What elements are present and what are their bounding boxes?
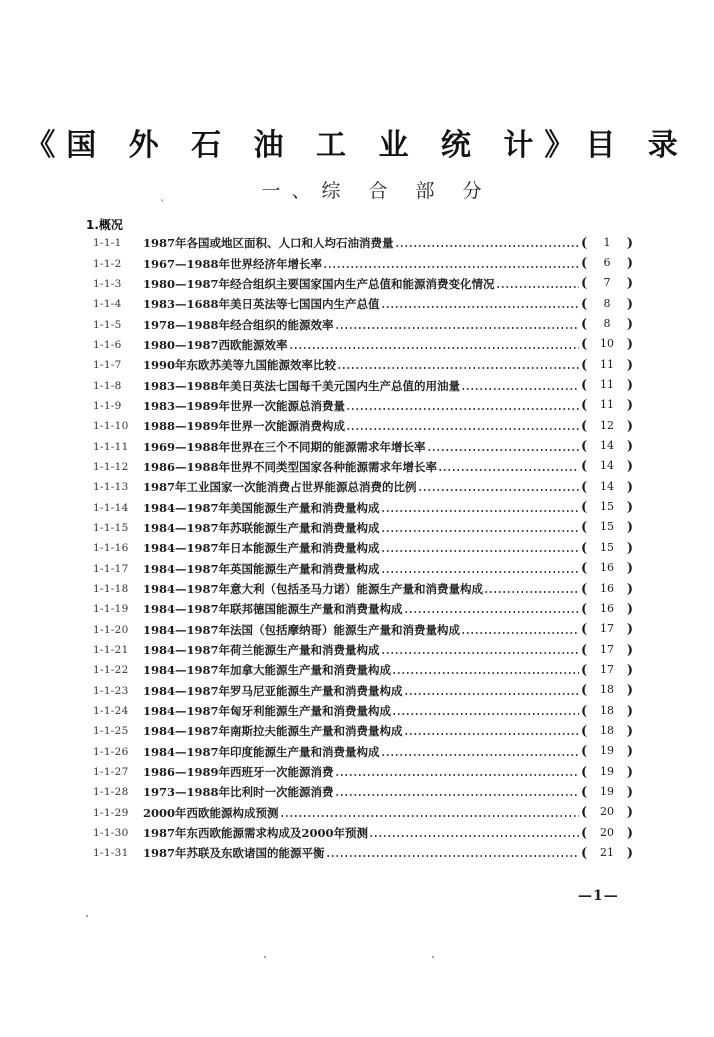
dot-leader (346, 427, 579, 431)
dot-leader (381, 549, 579, 553)
entry-title: 1984—1987年日本能源生产量和消费量构成 (143, 541, 380, 556)
paren-open: ( (581, 337, 588, 353)
paren-open: ( (581, 500, 588, 516)
entry-number: 1-1-14 (93, 501, 129, 514)
entry-page (581, 826, 633, 841)
entry-title: 1984—1987年罗马尼亚能源生产量和消费量构成 (143, 683, 403, 698)
paren-close: ) (626, 601, 633, 617)
scan-speck (432, 956, 434, 958)
dot-leader (323, 265, 579, 269)
toc-entry[interactable] (93, 253, 633, 273)
dot-leader (335, 773, 579, 777)
page-value: 14 (600, 459, 614, 473)
entry-title: 1978—1988年经合组织的能源效率 (143, 317, 334, 332)
page-value: 20 (600, 825, 614, 839)
paren-open: ( (581, 764, 588, 780)
dot-leader (404, 692, 579, 696)
entry-number: 1-1-20 (93, 623, 129, 636)
paren-open: ( (581, 296, 588, 312)
paren-close: ) (626, 479, 633, 495)
dot-leader (438, 468, 579, 472)
entry-title: 1984—1987年联邦德国能源生产量和消费量构成 (143, 602, 403, 617)
entry-title: 1984—1987年英国能源生产量和消费量构成 (143, 561, 380, 576)
toc-entry[interactable] (93, 681, 633, 701)
entry-page (581, 765, 633, 780)
page-value: 10 (600, 337, 614, 351)
entry-page (581, 398, 633, 413)
paren-open: ( (581, 744, 588, 760)
paren-close: ) (626, 296, 633, 312)
page-value: 1 (603, 235, 611, 249)
paren-close: ) (626, 418, 633, 434)
scan-speck (264, 956, 266, 958)
page-value: 16 (600, 601, 614, 615)
dot-leader (326, 854, 579, 858)
entry-title: 1984—1987年苏联能源生产量和消费量构成 (143, 520, 380, 535)
paren-open: ( (581, 622, 588, 638)
part-heading: 一、综 合 部 分 (261, 180, 493, 202)
paren-close: ) (626, 500, 633, 516)
dot-leader (496, 285, 579, 289)
entry-page (581, 724, 633, 739)
toc-entry[interactable] (93, 823, 633, 843)
document-title: 《国 外 石 油 工 业 统 计》目 录 (25, 128, 689, 163)
page-value: 15 (600, 500, 614, 514)
toc-list (93, 233, 633, 864)
toc-entry[interactable] (93, 436, 633, 456)
page-value: 8 (603, 296, 611, 310)
paren-close: ) (626, 581, 633, 597)
entry-title: 1986—1988年世界不同类型国家各种能源需求年增长率 (143, 459, 438, 474)
entry-page (581, 439, 633, 454)
entry-page (581, 602, 633, 617)
entry-number: 1-1-3 (93, 277, 122, 290)
toc-entry[interactable] (93, 375, 633, 395)
dot-leader (369, 834, 579, 838)
page-value: 14 (600, 439, 614, 453)
entry-page (581, 480, 633, 495)
entry-page (581, 337, 633, 352)
page-value: 11 (600, 378, 614, 392)
paren-open: ( (581, 703, 588, 719)
paren-close: ) (626, 439, 633, 455)
paren-close: ) (626, 683, 633, 699)
dot-leader (404, 610, 579, 614)
entry-number: 1-1-13 (93, 481, 129, 494)
paren-open: ( (581, 561, 588, 577)
entry-number: 1-1-9 (93, 399, 122, 412)
entry-page (581, 500, 633, 515)
entry-page (581, 541, 633, 556)
toc-entry[interactable] (93, 355, 633, 375)
toc-entry[interactable] (93, 843, 633, 863)
page-value: 6 (603, 256, 611, 270)
paren-open: ( (581, 357, 588, 373)
entry-title: 1986—1989年西班牙一次能源消费 (143, 765, 334, 780)
entry-page (581, 846, 633, 861)
page-number: —1— (578, 888, 619, 904)
page-value: 14 (600, 479, 614, 493)
paren-close: ) (626, 357, 633, 373)
entry-page (581, 744, 633, 759)
entry-page (581, 459, 633, 474)
paren-close: ) (626, 459, 633, 475)
paren-open: ( (581, 662, 588, 678)
entry-number: 1-1-6 (93, 338, 122, 351)
toc-entry[interactable] (93, 579, 633, 599)
entry-title: 1984—1987年印度能源生产量和消费量构成 (143, 744, 380, 759)
paren-close: ) (626, 235, 633, 251)
paren-open: ( (581, 723, 588, 739)
scan-speck (86, 915, 88, 917)
toc-entry[interactable] (93, 762, 633, 782)
toc-entry[interactable] (93, 233, 633, 253)
paren-open: ( (581, 256, 588, 272)
entry-number: 1-1-21 (93, 644, 129, 657)
entry-number: 1-1-2 (93, 257, 122, 270)
page-value: 8 (603, 317, 611, 331)
dot-leader (335, 326, 579, 330)
entry-number: 1-1-8 (93, 379, 122, 392)
dot-leader (484, 590, 579, 594)
entry-page (581, 582, 633, 597)
entry-page (581, 419, 633, 434)
paren-close: ) (626, 276, 633, 292)
toc-entry[interactable] (93, 559, 633, 579)
paren-open: ( (581, 398, 588, 414)
scan-mark: ` (160, 200, 165, 211)
paren-open: ( (581, 825, 588, 841)
page-value: 15 (600, 520, 614, 534)
dot-leader (381, 753, 579, 757)
paren-open: ( (581, 784, 588, 800)
paren-close: ) (626, 337, 633, 353)
entry-title: 1987年苏联及东欧诸国的能源平衡 (143, 846, 325, 861)
entry-number: 1-1-28 (93, 786, 129, 799)
page-value: 20 (600, 805, 614, 819)
entry-title: 1967—1988年世界经济年增长率 (143, 256, 323, 271)
toc-entry[interactable] (93, 274, 633, 294)
entry-page (581, 704, 633, 719)
entry-number: 1-1-15 (93, 521, 129, 534)
entry-number: 1-1-24 (93, 705, 129, 718)
paren-close: ) (626, 561, 633, 577)
page-value: 12 (600, 418, 614, 432)
page-value: 11 (600, 357, 614, 371)
entry-number: 1-1-5 (93, 318, 122, 331)
entry-title: 1984—1987年南斯拉夫能源生产量和消费量构成 (143, 724, 403, 739)
page-value: 17 (600, 642, 614, 656)
section-heading: 1.概况 (86, 218, 123, 232)
dot-leader (392, 712, 579, 716)
entry-title: 1969—1988年世界在三个不同期的能源需求年增长率 (143, 439, 426, 454)
page-value: 19 (600, 744, 614, 758)
dot-leader (381, 509, 579, 513)
dot-leader (381, 529, 579, 533)
entry-number: 1-1-4 (93, 298, 122, 311)
entry-number: 1-1-23 (93, 684, 129, 697)
paren-close: ) (626, 764, 633, 780)
paren-close: ) (626, 703, 633, 719)
paren-open: ( (581, 805, 588, 821)
page-value: 15 (600, 540, 614, 554)
toc-entry[interactable] (93, 477, 633, 497)
entry-number: 1-1-16 (93, 542, 129, 555)
page-value: 19 (600, 764, 614, 778)
dot-leader (346, 407, 579, 411)
entry-number: 1-1-12 (93, 460, 129, 473)
paren-close: ) (626, 805, 633, 821)
entry-title: 1984—1987年加拿大能源生产量和消费量构成 (143, 663, 392, 678)
paren-close: ) (626, 378, 633, 394)
toc-entry[interactable] (93, 497, 633, 517)
paren-close: ) (626, 642, 633, 658)
entry-title: 1984—1987年荷兰能源生产量和消费量构成 (143, 643, 380, 658)
entry-title: 1987年东西欧能源需求构成及2000年预测 (143, 826, 369, 841)
entry-page (581, 256, 633, 271)
paren-open: ( (581, 378, 588, 394)
toc-entry[interactable] (93, 803, 633, 823)
entry-number: 1-1-10 (93, 420, 129, 433)
entry-page (581, 663, 633, 678)
entry-title: 1984—1987年美国能源生产量和消费量构成 (143, 500, 380, 515)
paren-close: ) (626, 662, 633, 678)
toc-entry[interactable] (93, 701, 633, 721)
dot-leader (392, 671, 579, 675)
entry-page (581, 236, 633, 251)
page-value: 19 (600, 784, 614, 798)
entry-title: 1987年各国或地区面积、人口和人均石油消费量 (143, 236, 394, 251)
toc-entry[interactable] (93, 742, 633, 762)
entry-page (581, 317, 633, 332)
entry-page (581, 561, 633, 576)
entry-number: 1-1-11 (93, 440, 129, 453)
entry-number: 1-1-1 (93, 237, 122, 250)
toc-entry[interactable] (93, 782, 633, 802)
page-value: 16 (600, 581, 614, 595)
dot-leader (280, 814, 579, 818)
entry-number: 1-1-25 (93, 725, 129, 738)
page-value: 7 (603, 276, 611, 290)
entry-title: 1983—1688年美日英法等七国国内生产总值 (143, 297, 380, 312)
paren-close: ) (626, 784, 633, 800)
entry-number: 1-1-31 (93, 847, 129, 860)
dot-leader (381, 570, 579, 574)
page-value: 16 (600, 561, 614, 575)
entry-page (581, 785, 633, 800)
toc-entry[interactable] (93, 396, 633, 416)
toc-entry[interactable] (93, 640, 633, 660)
paren-open: ( (581, 845, 588, 861)
dot-leader (404, 732, 579, 736)
page-value: 21 (600, 845, 614, 859)
toc-entry[interactable] (93, 599, 633, 619)
entry-number: 1-1-17 (93, 562, 129, 575)
paren-open: ( (581, 581, 588, 597)
paren-close: ) (626, 622, 633, 638)
entry-number: 1-1-19 (93, 603, 129, 616)
entry-title: 1980—1987西欧能源效率 (143, 337, 288, 352)
paren-close: ) (626, 723, 633, 739)
paren-close: ) (626, 256, 633, 272)
paren-close: ) (626, 845, 633, 861)
entry-number: 1-1-7 (93, 359, 122, 372)
entry-page (581, 520, 633, 535)
entry-title: 1983—1989年世界一次能源总消费量 (143, 398, 346, 413)
paren-close: ) (626, 744, 633, 760)
paren-close: ) (626, 398, 633, 414)
dot-leader (335, 793, 579, 797)
entry-page (581, 683, 633, 698)
entry-number: 1-1-18 (93, 583, 129, 596)
entry-title: 1984—1987年意大利（包括圣马力诺）能源生产量和消费量构成 (143, 582, 484, 597)
entry-page (581, 378, 633, 393)
page-value: 18 (600, 703, 614, 717)
entry-page (581, 358, 633, 373)
entry-title: 1987年工业国家一次能消费占世界能源总消费的比例 (143, 480, 417, 495)
entry-title: 1984—1987年法国（包括摩纳哥）能源生产量和消费量构成 (143, 622, 461, 637)
toc-entry[interactable] (93, 620, 633, 640)
entry-number: 1-1-27 (93, 766, 129, 779)
paren-open: ( (581, 439, 588, 455)
paren-close: ) (626, 520, 633, 536)
paren-open: ( (581, 540, 588, 556)
paren-open: ( (581, 683, 588, 699)
entry-number: 1-1-26 (93, 745, 129, 758)
entry-title: 2000年西欧能源构成预测 (143, 805, 279, 820)
page-value: 17 (600, 662, 614, 676)
toc-entry[interactable] (93, 457, 633, 477)
toc-entry[interactable] (93, 518, 633, 538)
paren-open: ( (581, 520, 588, 536)
toc-entry[interactable] (93, 660, 633, 680)
paren-open: ( (581, 601, 588, 617)
toc-entry[interactable] (93, 416, 633, 436)
toc-entry[interactable] (93, 294, 633, 314)
paren-open: ( (581, 642, 588, 658)
entry-page (581, 622, 633, 637)
entry-title: 1973—1988年比利时一次能源消费 (143, 785, 334, 800)
paren-open: ( (581, 418, 588, 434)
paren-open: ( (581, 317, 588, 333)
entry-number: 1-1-22 (93, 664, 129, 677)
entry-page (581, 297, 633, 312)
entry-title: 1980—1987年经合组织主要国家国内生产总值和能源消费变化情况 (143, 276, 495, 291)
dot-leader (461, 387, 579, 391)
toc-entry[interactable] (93, 314, 633, 334)
entry-title: 1984—1987年匈牙利能源生产量和消费量构成 (143, 704, 392, 719)
dot-leader (418, 488, 579, 492)
toc-entry[interactable] (93, 335, 633, 355)
dot-leader (381, 305, 579, 309)
dot-leader (289, 346, 579, 350)
toc-entry[interactable] (93, 538, 633, 558)
page-value: 18 (600, 723, 614, 737)
entry-page (581, 276, 633, 291)
dot-leader (461, 631, 579, 635)
entry-number: 1-1-29 (93, 806, 129, 819)
dot-leader (427, 448, 579, 452)
entry-page (581, 643, 633, 658)
entry-title: 1983—1988年美日英法七国每千美元国内生产总值的用油量 (143, 378, 461, 393)
paren-close: ) (626, 825, 633, 841)
paren-open: ( (581, 235, 588, 251)
page-value: 11 (600, 398, 614, 412)
entry-title: 1988—1989年世界一次能源消费构成 (143, 419, 346, 434)
page-value: 18 (600, 683, 614, 697)
dot-leader (337, 366, 579, 370)
dot-leader (395, 244, 579, 248)
paren-close: ) (626, 540, 633, 556)
paren-close: ) (626, 317, 633, 333)
paren-open: ( (581, 459, 588, 475)
entry-title: 1990年东欧苏美等九国能源效率比较 (143, 358, 337, 373)
page-value: 17 (600, 622, 614, 636)
entry-number: 1-1-30 (93, 827, 129, 840)
paren-open: ( (581, 479, 588, 495)
entry-page (581, 805, 633, 820)
dot-leader (381, 651, 579, 655)
toc-entry[interactable] (93, 721, 633, 741)
paren-open: ( (581, 276, 588, 292)
